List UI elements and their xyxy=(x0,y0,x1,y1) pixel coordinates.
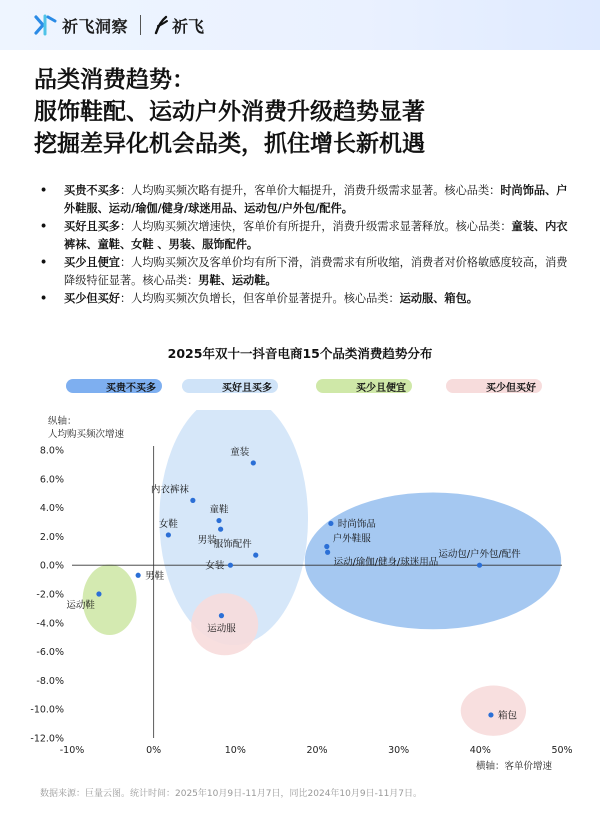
insight-body: ：人均购买频次增速快，客单价有所提升，消费升级需求显著释放。核心品类： xyxy=(119,220,512,233)
insight-body: ：人均购买频次及客单价均有所下滑，消费需求有所收缩，消费者对价格敏感度较高，消费降级特征显著。核心品类： xyxy=(64,256,568,287)
insight-body: ：人均购买频次负增长，但客单价显著提升。核心品类： xyxy=(119,292,400,305)
insight-core: 运动服、箱包。 xyxy=(399,292,478,305)
header-bar xyxy=(0,0,600,50)
insight-head: 买好且买多 xyxy=(64,220,120,233)
insight-body: ：人均购买频次略有提升，客单价大幅提升，消费升级需求显著。核心品类： xyxy=(119,184,501,197)
scatter-point xyxy=(228,563,233,568)
point-label: 运动鞋 xyxy=(66,600,95,611)
y-tick-label: -2.0% xyxy=(36,589,64,601)
y-tick-label: 0.0% xyxy=(39,560,64,572)
point-label: 男装 xyxy=(197,535,217,547)
title-line-1: 品类消费趋势： xyxy=(34,67,195,93)
scatter-point xyxy=(324,544,329,549)
y-tick-label: -6.0% xyxy=(36,647,64,659)
x-tick-label: 30% xyxy=(388,745,410,756)
y-tick-label: 6.0% xyxy=(39,474,64,486)
legend-label: 买贵不买多 xyxy=(106,382,156,394)
chart-legend xyxy=(0,378,600,396)
point-label: 户外鞋服 xyxy=(332,533,371,545)
scatter-chart xyxy=(0,410,600,782)
point-label: 童鞋 xyxy=(209,504,229,516)
insight-item xyxy=(34,182,574,218)
point-label: 箱包 xyxy=(497,710,517,722)
scatter-point xyxy=(328,521,333,526)
point-label: 男鞋 xyxy=(145,570,165,582)
insight-head: 买少但买好 xyxy=(64,292,120,305)
y-axis-title: 人均购买频次增速 xyxy=(48,429,125,440)
insight-core: 时尚饰品、户外鞋服、运动/瑜伽/健身/球迷用品、运动包/户外包/配件。 xyxy=(64,184,568,215)
point-label: 时尚饰品 xyxy=(337,518,376,530)
scatter-point xyxy=(218,527,223,532)
legend-label: 买少且便宜 xyxy=(356,382,406,394)
y-tick-label: -4.0% xyxy=(36,618,64,630)
x-tick-label: 40% xyxy=(469,745,491,756)
legend-item xyxy=(316,378,406,394)
scatter-point xyxy=(251,460,256,465)
legend-item xyxy=(182,378,272,394)
qifei-logo-icon xyxy=(34,14,58,36)
brand xyxy=(34,12,204,38)
scatter-point xyxy=(253,553,258,558)
scatter-point xyxy=(96,591,101,596)
point-label: 内衣裤袜 xyxy=(150,484,189,496)
x-axis-title: 横轴：客单价增速 xyxy=(475,761,552,772)
qifei-mark-icon xyxy=(153,15,169,35)
x-tick-label: 10% xyxy=(224,745,246,756)
bullet-dot: • xyxy=(40,256,48,269)
point-label: 服饰配件 xyxy=(213,539,252,551)
scatter-point xyxy=(166,532,171,537)
insight-head: 买贵不买多 xyxy=(64,184,120,197)
brand-divider xyxy=(140,15,141,35)
page-title xyxy=(34,64,574,160)
point-label: 童装 xyxy=(230,446,250,458)
insight-list xyxy=(34,182,574,308)
point-label: 运动服 xyxy=(207,623,236,635)
title-line-2: 服饰鞋配、运动户外消费升级趋势显著 xyxy=(34,99,425,125)
point-label: 运动包/户外包/配件 xyxy=(438,549,521,561)
y-tick-label: 2.0% xyxy=(39,531,64,543)
brand-name-2: 祈飞 xyxy=(172,16,205,36)
y-tick-label: 8.0% xyxy=(39,445,64,457)
insight-core: 男鞋、运动鞋。 xyxy=(198,274,277,287)
scatter-point xyxy=(219,613,224,618)
y-tick-label: -8.0% xyxy=(36,675,64,687)
scatter-point xyxy=(190,498,195,503)
bullet-dot: • xyxy=(40,184,48,197)
scatter-point xyxy=(488,712,493,717)
y-tick-label: -12.0% xyxy=(30,733,64,745)
bullet-dot: • xyxy=(40,220,48,233)
y-tick-label: -10.0% xyxy=(30,704,64,716)
insight-core: 童装、内衣裤袜、童鞋、女鞋 、男装、服饰配件。 xyxy=(64,220,568,251)
point-label: 女鞋 xyxy=(158,518,178,530)
scatter-point xyxy=(216,518,221,523)
insight-item xyxy=(34,254,574,290)
scatter-point xyxy=(477,563,482,568)
scatter-point xyxy=(136,573,141,578)
x-tick-label: 20% xyxy=(306,745,328,756)
point-label: 女装 xyxy=(205,560,225,572)
y-axis-title: 纵轴： xyxy=(48,416,77,427)
title-line-3: 挖掘差异化机会品类，抓住增长新机遇 xyxy=(34,131,425,157)
x-tick-label: -10% xyxy=(59,745,85,756)
legend-item xyxy=(446,378,536,394)
scatter-point xyxy=(325,550,330,555)
x-tick-label: 0% xyxy=(146,745,162,756)
y-tick-label: 4.0% xyxy=(39,503,64,515)
point-label: 运动/瑜伽/健身/球迷用品 xyxy=(333,557,439,569)
legend-label: 买好且买多 xyxy=(222,382,272,394)
bullet-dot: • xyxy=(40,292,48,305)
insight-item xyxy=(34,290,574,308)
data-source-note: 数据来源：巨量云图。统计时间：2025年10月9日-11月7日，同比2024年10月9日-11月7日。 xyxy=(40,789,423,799)
chart-title: 2025年双十一抖音电商15个品类消费趋势分布 xyxy=(167,346,433,361)
insight-item xyxy=(34,218,574,254)
legend-item xyxy=(66,378,156,394)
legend-label: 买少但买好 xyxy=(486,382,536,394)
brand-name: 祈飞洞察 xyxy=(62,16,129,36)
insight-head: 买少且便宜 xyxy=(64,256,120,269)
x-tick-label: 50% xyxy=(551,745,573,756)
